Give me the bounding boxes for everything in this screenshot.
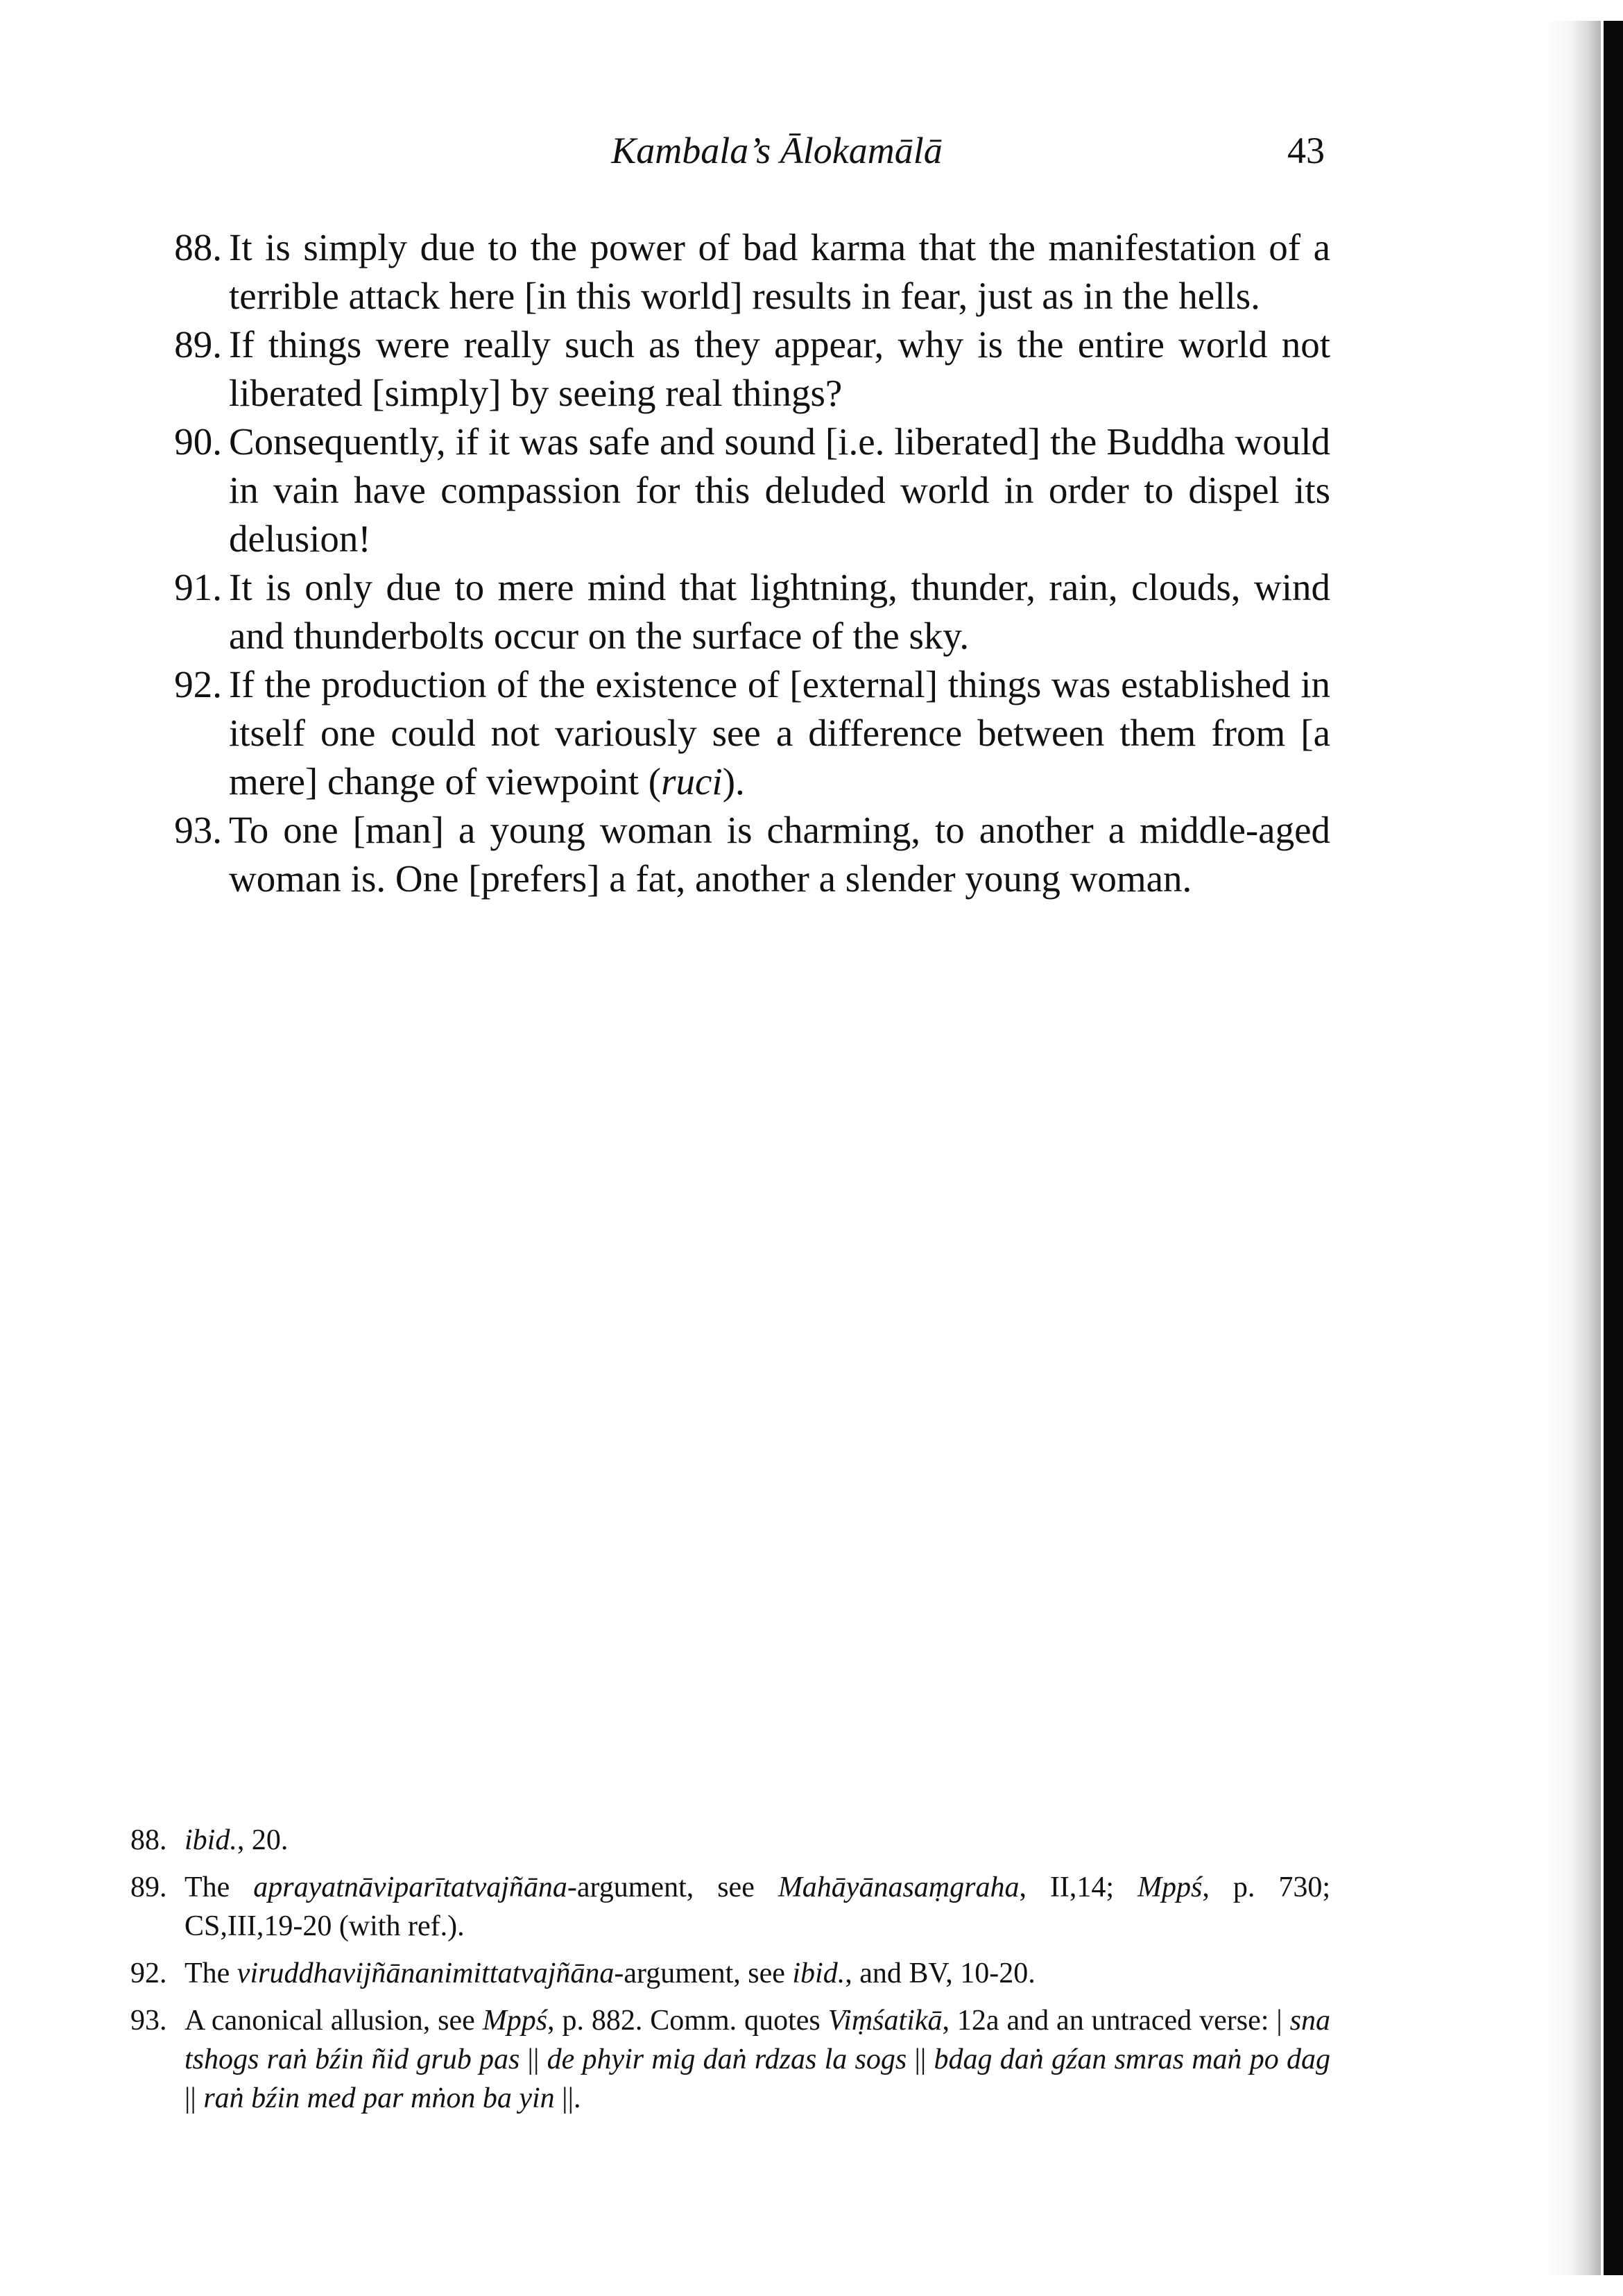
footnote-italic: ibid. xyxy=(792,1957,845,1989)
footnote-italic: Mahāyānasaṃgraha xyxy=(778,1871,1020,1903)
verse-number: 90. xyxy=(174,420,222,463)
verse-text: To one [man] a young woman is charming, to another a middle-aged woman is. One [prefers] a fat, another a slender young woman. xyxy=(229,809,1330,900)
verse-number: 91. xyxy=(174,566,222,608)
footnote-part: The xyxy=(184,1957,237,1989)
verse-text: It is simply due to the power of bad karma that the manifestation of a terrible attack here [in this world] results in fear, just as in the hells. xyxy=(229,226,1330,317)
footnote-number: 92. xyxy=(130,1957,167,1989)
verse-90 xyxy=(130,418,1330,563)
footnote-italic: aprayatnāviparītatvajñāna xyxy=(253,1871,567,1903)
footnote-part: , and BV, 10-20. xyxy=(845,1957,1036,1989)
verse-93 xyxy=(130,806,1330,903)
verse-text: It is only due to mere mind that lightning, thunder, rain, clouds, wind and thunderbolts occur on the surface of the sky. xyxy=(229,566,1330,657)
footnote-text xyxy=(184,1954,1330,1993)
footnote-part: -argument, see xyxy=(614,1957,793,1989)
verse-list xyxy=(130,223,1330,903)
footnote-italic: de phyir mig daṅ rdzas la sogs xyxy=(547,2044,907,2075)
verse-91 xyxy=(130,563,1330,660)
verse-89 xyxy=(130,320,1330,418)
footnote-part: , 12a and an untraced verse: | xyxy=(942,2005,1290,2037)
footnote-part: || xyxy=(519,2044,547,2075)
running-title: Kambala’s Ālokamālā xyxy=(611,130,943,171)
binding-shadow xyxy=(1545,21,1601,2275)
footnote-italic: ibid. xyxy=(184,1824,237,1856)
running-head xyxy=(229,129,1325,178)
footnote-italic: viruddhavijñānanimittatvajñāna xyxy=(237,1957,615,1989)
footnote-88 xyxy=(130,1821,1330,1860)
footnote-93 xyxy=(130,2001,1330,2118)
footnote-part: , 20. xyxy=(237,1824,289,1856)
verse-88 xyxy=(130,223,1330,320)
footnote-italic: Mppś xyxy=(1137,1871,1203,1903)
verse-92 xyxy=(130,660,1330,806)
footnote-part: || xyxy=(907,2044,934,2075)
footnote-part: A canonical allusion, see xyxy=(184,2005,483,2037)
footnote-italic: Mppś xyxy=(482,2005,548,2037)
binding-edge xyxy=(1604,21,1623,2275)
footnote-text xyxy=(184,1821,1330,1860)
footnote-89 xyxy=(130,1868,1330,1946)
footnote-italic: bdag daṅ gźan smras maṅ po dag xyxy=(934,2044,1331,2075)
verse-text-part: ). xyxy=(722,760,745,803)
footnote-text xyxy=(184,1868,1330,1946)
footnote-part: , p. 730; CS,III,19-20 (with ref.). xyxy=(184,1871,1330,1942)
footnote-part: || xyxy=(184,2082,204,2114)
footnote-number: 88. xyxy=(130,1824,167,1856)
footnote-list xyxy=(130,1821,1330,2126)
footnote-italic: raṅ bźin med par mṅon ba yin xyxy=(203,2082,555,2114)
verse-number: 92. xyxy=(174,663,222,705)
footnote-italic: sna tshogs raṅ bźin ñid grub pas xyxy=(184,2005,1330,2075)
footnote-part: , p. 882. Comm. quotes xyxy=(547,2005,828,2037)
footnote-92 xyxy=(130,1954,1330,1993)
footnote-number: 93. xyxy=(130,2005,167,2037)
verse-text: Consequently, if it was safe and sound [i.e. liberated] the Buddha would in vain have compassion for this deluded world in order to dispel its delusion! xyxy=(229,420,1330,560)
page-number: 43 xyxy=(1287,130,1325,171)
footnote-text xyxy=(184,2001,1330,2118)
verse-text-italic: ruci xyxy=(661,760,723,803)
footnote-part: -argument, see xyxy=(567,1871,778,1903)
verse-number: 89. xyxy=(174,323,222,366)
verse-text: If things were really such as they appear, why is the entire world not liberated [simply] by seeing real things? xyxy=(229,323,1330,414)
footnote-number: 89. xyxy=(130,1871,167,1903)
footnote-part: , II,14; xyxy=(1019,1871,1138,1903)
footnote-part: ||. xyxy=(554,2082,581,2114)
verse-number: 88. xyxy=(174,226,222,268)
verse-text-part: If the production of the existence of [external] things was established in itself one could not variously see a difference between them from [a mere] change of viewpoint ( xyxy=(229,663,1330,803)
verse-number: 93. xyxy=(174,809,222,851)
footnote-italic: Viṃśatikā xyxy=(827,2005,943,2037)
footnote-part: The xyxy=(184,1871,254,1903)
verse-text xyxy=(229,660,1330,806)
